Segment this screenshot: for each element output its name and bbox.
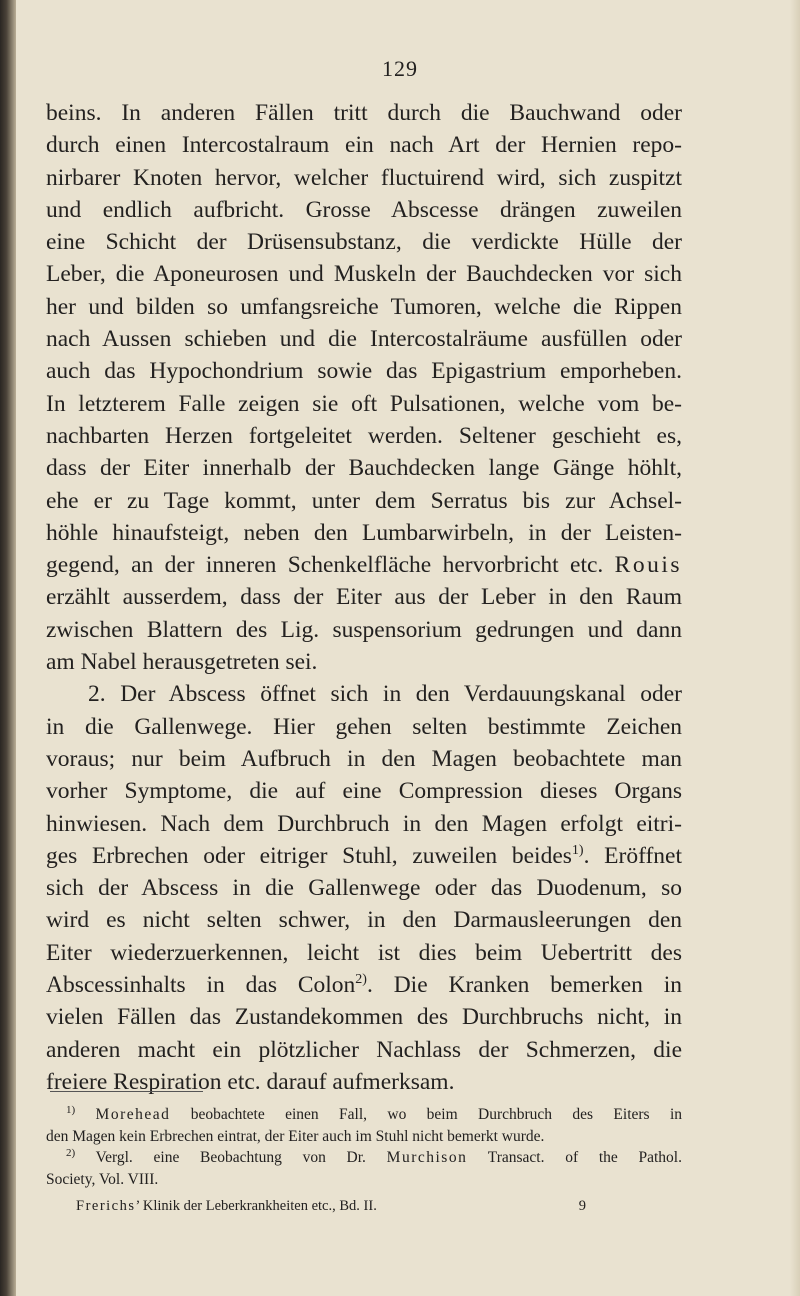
text-line: vielen Fällen das Zustandekommen des Durchbruchs nicht, in (46, 1004, 682, 1031)
text-line: höhle hinaufsteigt, neben den Lumbarwirbeln, in der Leisten- (46, 519, 682, 546)
text-line (46, 549, 682, 581)
text-line: erzählt ausserdem, dass der Eiter aus der Leber in den Raum (46, 584, 682, 611)
footnote-1-cont: den Magen kein Erbrechen eintrat, der Eiter auch im Stuhl nicht bemerkt wurde. (46, 1127, 545, 1145)
text-line: ges Erbrechen oder eitriger Stuhl, zuweilen beides$^{1)}$. Eröffnet (46, 842, 683, 869)
footnote-ref-2: 2) (355, 972, 367, 988)
author-name-murchison: Murchison (386, 1149, 468, 1166)
page-footer (76, 1198, 586, 1215)
footnote-1 (46, 1104, 682, 1126)
text-segment: Die Kranken bemerken in (393, 972, 683, 999)
text-line: hinwiesen. Nach dem Durchbruch in den Magen erfolgt eitri- (46, 810, 682, 837)
footer-author: Frerichs (76, 1198, 136, 1214)
text-line: nirbarer Knoten hervor, welcher fluctuirend wird, sich zuspitzt (46, 164, 682, 191)
text-line: ehe er zu Tage kommt, unter dem Serratus bis zur Achsel- (46, 487, 682, 514)
text-segment: beobachtete einen Fall, wo beim Durchbruch des Eiters in (190, 1106, 682, 1123)
author-name-rouis: Rouis (614, 552, 682, 579)
page-number: 129 (382, 56, 418, 81)
text-line: 2. Der Abscess öffnet sich in den Verdauungskanal oder (88, 681, 682, 708)
text-line: Eiter wiederzuerkennen, leicht ist dies beim Uebertritt des (46, 939, 682, 966)
text-line: am Nabel herausgetreten sei. (46, 649, 318, 676)
footnotes (46, 1104, 682, 1190)
body-text (46, 97, 682, 1098)
text-segment: Eröffnet (604, 842, 683, 869)
author-name-morehead: Morehead (95, 1106, 171, 1123)
text-line: Abscessinhalts in das Colon$^{2)}$. Die Kranken bemerken in (46, 972, 683, 999)
text-line: in die Gallenwege. Hier gehen selten bestimmte Zeichen (46, 713, 682, 740)
text-line: wird es nicht selten schwer, in den Darmausleerungen den (46, 907, 682, 934)
text-line: zwischen Blattern des Lig. suspensorium gedrungen und dann (46, 616, 682, 643)
text-line: In letzterem Falle zeigen sie oft Pulsationen, welche vom be- (46, 390, 682, 417)
text-line: nach Aussen schieben und die Intercostalräume ausfüllen oder (46, 326, 682, 353)
text-line: durch einen Intercostalraum ein nach Art der Hernien repo- (46, 132, 682, 159)
footnote-mark: 1) (66, 1104, 76, 1116)
text-line: auch das Hypochondrium sowie das Epigastrium emporheben. (46, 358, 682, 385)
footnote-divider (50, 1091, 203, 1092)
footnote-2 (46, 1147, 682, 1169)
book-binding-shadow (0, 0, 16, 1296)
text-segment: gegend, an der inneren Schenkelfläche hervorbricht etc. (46, 552, 604, 579)
text-segment: Vergl. eine Beobachtung von Dr. (95, 1149, 366, 1166)
footer-title: ’ Klinik der Leberkrankheiten etc., Bd. II. (135, 1198, 377, 1214)
text-line: freiere Respiration etc. darauf aufmerksam. (46, 1068, 455, 1095)
text-line: nachbarten Herzen fortgeleitet werden. Seltener geschieht es, (46, 422, 682, 449)
text-line: Leber, die Aponeurosen und Muskeln der Bauchdecken vor sich (46, 261, 682, 288)
text-line: und endlich aufbricht. Grosse Abscesse drängen zuweilen (46, 196, 682, 223)
footnote-ref-1: 1) (571, 842, 584, 858)
text-segment: Abscessinhalts in das Colon (46, 972, 356, 999)
text-line: voraus; nur beim Aufbruch in den Magen beobachtete man (46, 745, 682, 772)
text-line: eine Schicht der Drüsensubstanz, die verdickte Hülle der (46, 229, 682, 256)
signature-mark: 9 (578, 1198, 586, 1214)
page-edge (790, 0, 800, 1296)
text-line: beins. In anderen Fällen tritt durch die Bauchwand oder (46, 100, 682, 126)
footnote-2-cont: Society, Vol. VIII. (46, 1170, 159, 1188)
text-segment: Transact. of the Pathol. (487, 1149, 682, 1166)
text-line: sich der Abscess in die Gallenwege oder das Duodenum, so (46, 875, 682, 902)
text-line: dass der Eiter innerhalb der Bauchdecken lange Gänge höhlt, (46, 455, 682, 482)
text-line: anderen macht ein plötzlicher Nachlass der Schmerzen, die (46, 1036, 682, 1063)
footnote-mark: 2) (66, 1147, 76, 1159)
text-segment: ges Erbrechen oder eitriger Stuhl, zuweilen beides (46, 842, 572, 869)
text-line: her und bilden so umfangsreiche Tumoren, welche die Rippen (46, 293, 682, 320)
text-line: vorher Symptome, die auf eine Compression dieses Organs (46, 778, 682, 805)
